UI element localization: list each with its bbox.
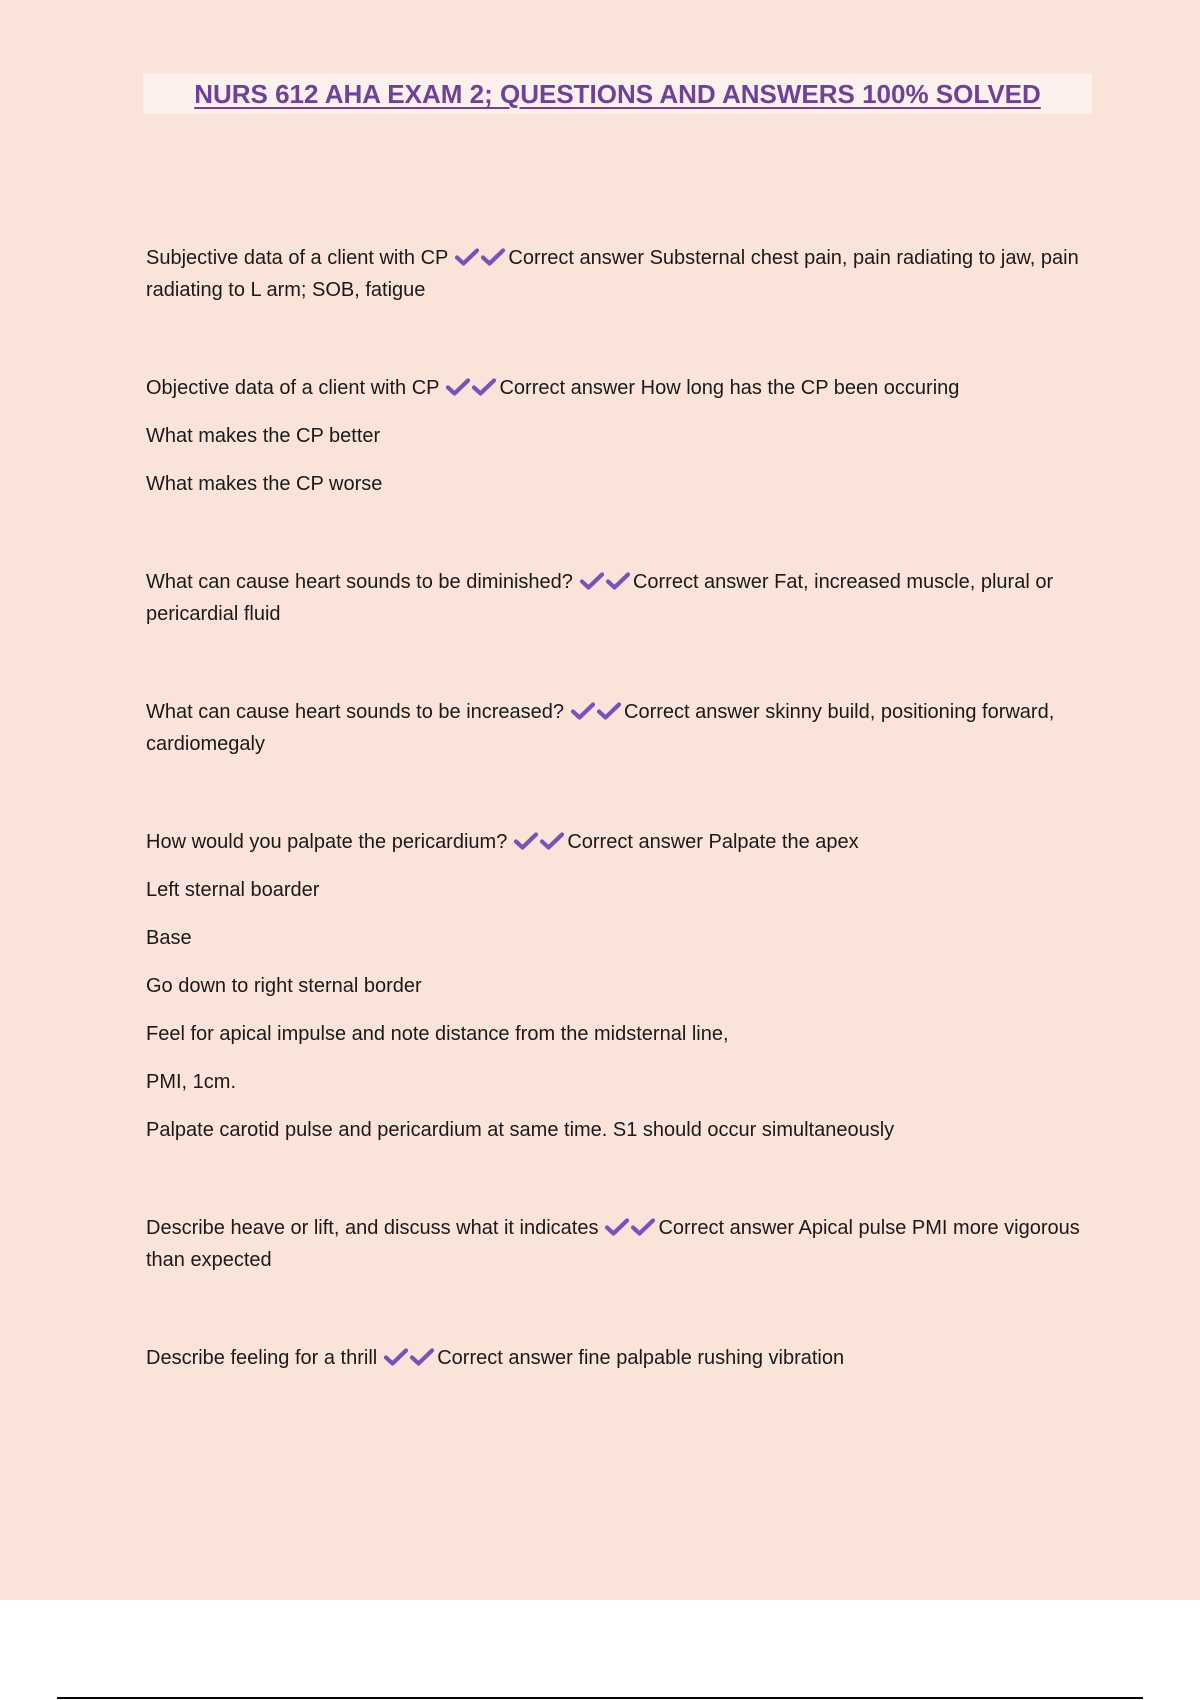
check-icon xyxy=(454,247,480,267)
check-marks xyxy=(579,571,631,593)
answer-text: fine palpable rushing vibration xyxy=(578,1347,845,1369)
answer-continuation-line: What makes the CP worse xyxy=(146,473,383,495)
answer-prefix: Correct answer xyxy=(632,571,769,593)
question-text: Subjective data of a client with CP xyxy=(146,247,449,269)
check-icon xyxy=(445,377,471,397)
answer-prefix: Correct answer xyxy=(499,377,636,399)
qa-question-line xyxy=(146,1342,1091,1374)
qa-item xyxy=(146,826,1091,1146)
question-text: What can cause heart sounds to be diminished? xyxy=(146,571,573,593)
answer-continuation-line: Feel for apical impulse and note distance from the midsternal line, xyxy=(146,1023,729,1045)
question-text: Describe feeling for a thrill xyxy=(146,1347,378,1369)
answer-prefix: Correct answer xyxy=(658,1217,795,1239)
question-text: How would you palpate the pericardium? xyxy=(146,831,508,853)
answer-text: Fat, increased muscle, plural or pericardial fluid xyxy=(146,571,1054,625)
check-icon xyxy=(383,1347,409,1367)
answer-text: Apical pulse PMI more vigorous than expected xyxy=(146,1217,1080,1271)
page-title: NURS 612 AHA EXAM 2; QUESTIONS AND ANSWERS 100% SOLVED xyxy=(194,79,1041,109)
answer-text: How long has the CP been occuring xyxy=(640,377,960,399)
answer-text: Palpate the apex xyxy=(708,831,859,853)
qa-question-line xyxy=(146,566,1091,630)
answer-text: skinny build, positioning forward, cardiomegaly xyxy=(146,701,1055,755)
qa-question-line xyxy=(146,372,1091,404)
title-banner xyxy=(143,74,1092,114)
check-icon xyxy=(409,1347,435,1367)
check-icon xyxy=(604,1217,630,1237)
check-marks xyxy=(445,377,497,399)
check-icon xyxy=(539,831,565,851)
answer-prefix: Correct answer xyxy=(624,701,760,723)
qa-item xyxy=(146,696,1091,760)
check-icon xyxy=(513,831,539,851)
answer-prefix: Correct answer xyxy=(567,831,703,853)
check-marks xyxy=(513,831,565,853)
answer-continuation-line: Left sternal boarder xyxy=(146,879,320,901)
qa-question-line xyxy=(146,696,1091,760)
question-text: Objective data of a client with CP xyxy=(146,377,440,399)
question-text: What can cause heart sounds to be increased? xyxy=(146,701,565,723)
answer-continuation-line: What makes the CP better xyxy=(146,425,381,447)
qa-list xyxy=(146,242,1091,1374)
answer-text: Substernal chest pain, pain radiating to jaw, pain radiating to L arm; SOB, fatigue xyxy=(146,247,1079,301)
check-icon xyxy=(596,701,622,721)
check-icon xyxy=(471,377,497,397)
check-icon xyxy=(480,247,506,267)
qa-question-line xyxy=(146,242,1091,306)
qa-item xyxy=(146,242,1091,306)
qa-item xyxy=(146,566,1091,630)
answer-prefix: Correct answer xyxy=(437,1347,573,1369)
check-marks xyxy=(604,1217,656,1239)
check-marks xyxy=(454,247,506,269)
answer-continuation-line: Go down to right sternal border xyxy=(146,975,422,997)
qa-item xyxy=(146,1212,1091,1276)
qa-question-line xyxy=(146,826,1091,858)
qa-item xyxy=(146,372,1091,500)
check-marks xyxy=(570,701,622,723)
answer-prefix: Correct answer xyxy=(508,247,644,269)
answer-continuation-line: PMI, 1cm. xyxy=(146,1071,237,1093)
check-marks xyxy=(383,1347,435,1369)
question-text: Describe heave or lift, and discuss what it indicates xyxy=(146,1217,599,1239)
qa-question-line xyxy=(146,1212,1091,1276)
answer-continuation-line: Base xyxy=(146,927,192,949)
check-icon xyxy=(579,571,605,591)
qa-item xyxy=(146,1342,1091,1374)
answer-continuation-line: Palpate carotid pulse and pericardium at same time. S1 should occur simultaneously xyxy=(146,1119,895,1141)
check-icon xyxy=(570,701,596,721)
check-icon xyxy=(605,571,631,591)
footer-divider xyxy=(57,1697,1143,1699)
check-icon xyxy=(630,1217,656,1237)
